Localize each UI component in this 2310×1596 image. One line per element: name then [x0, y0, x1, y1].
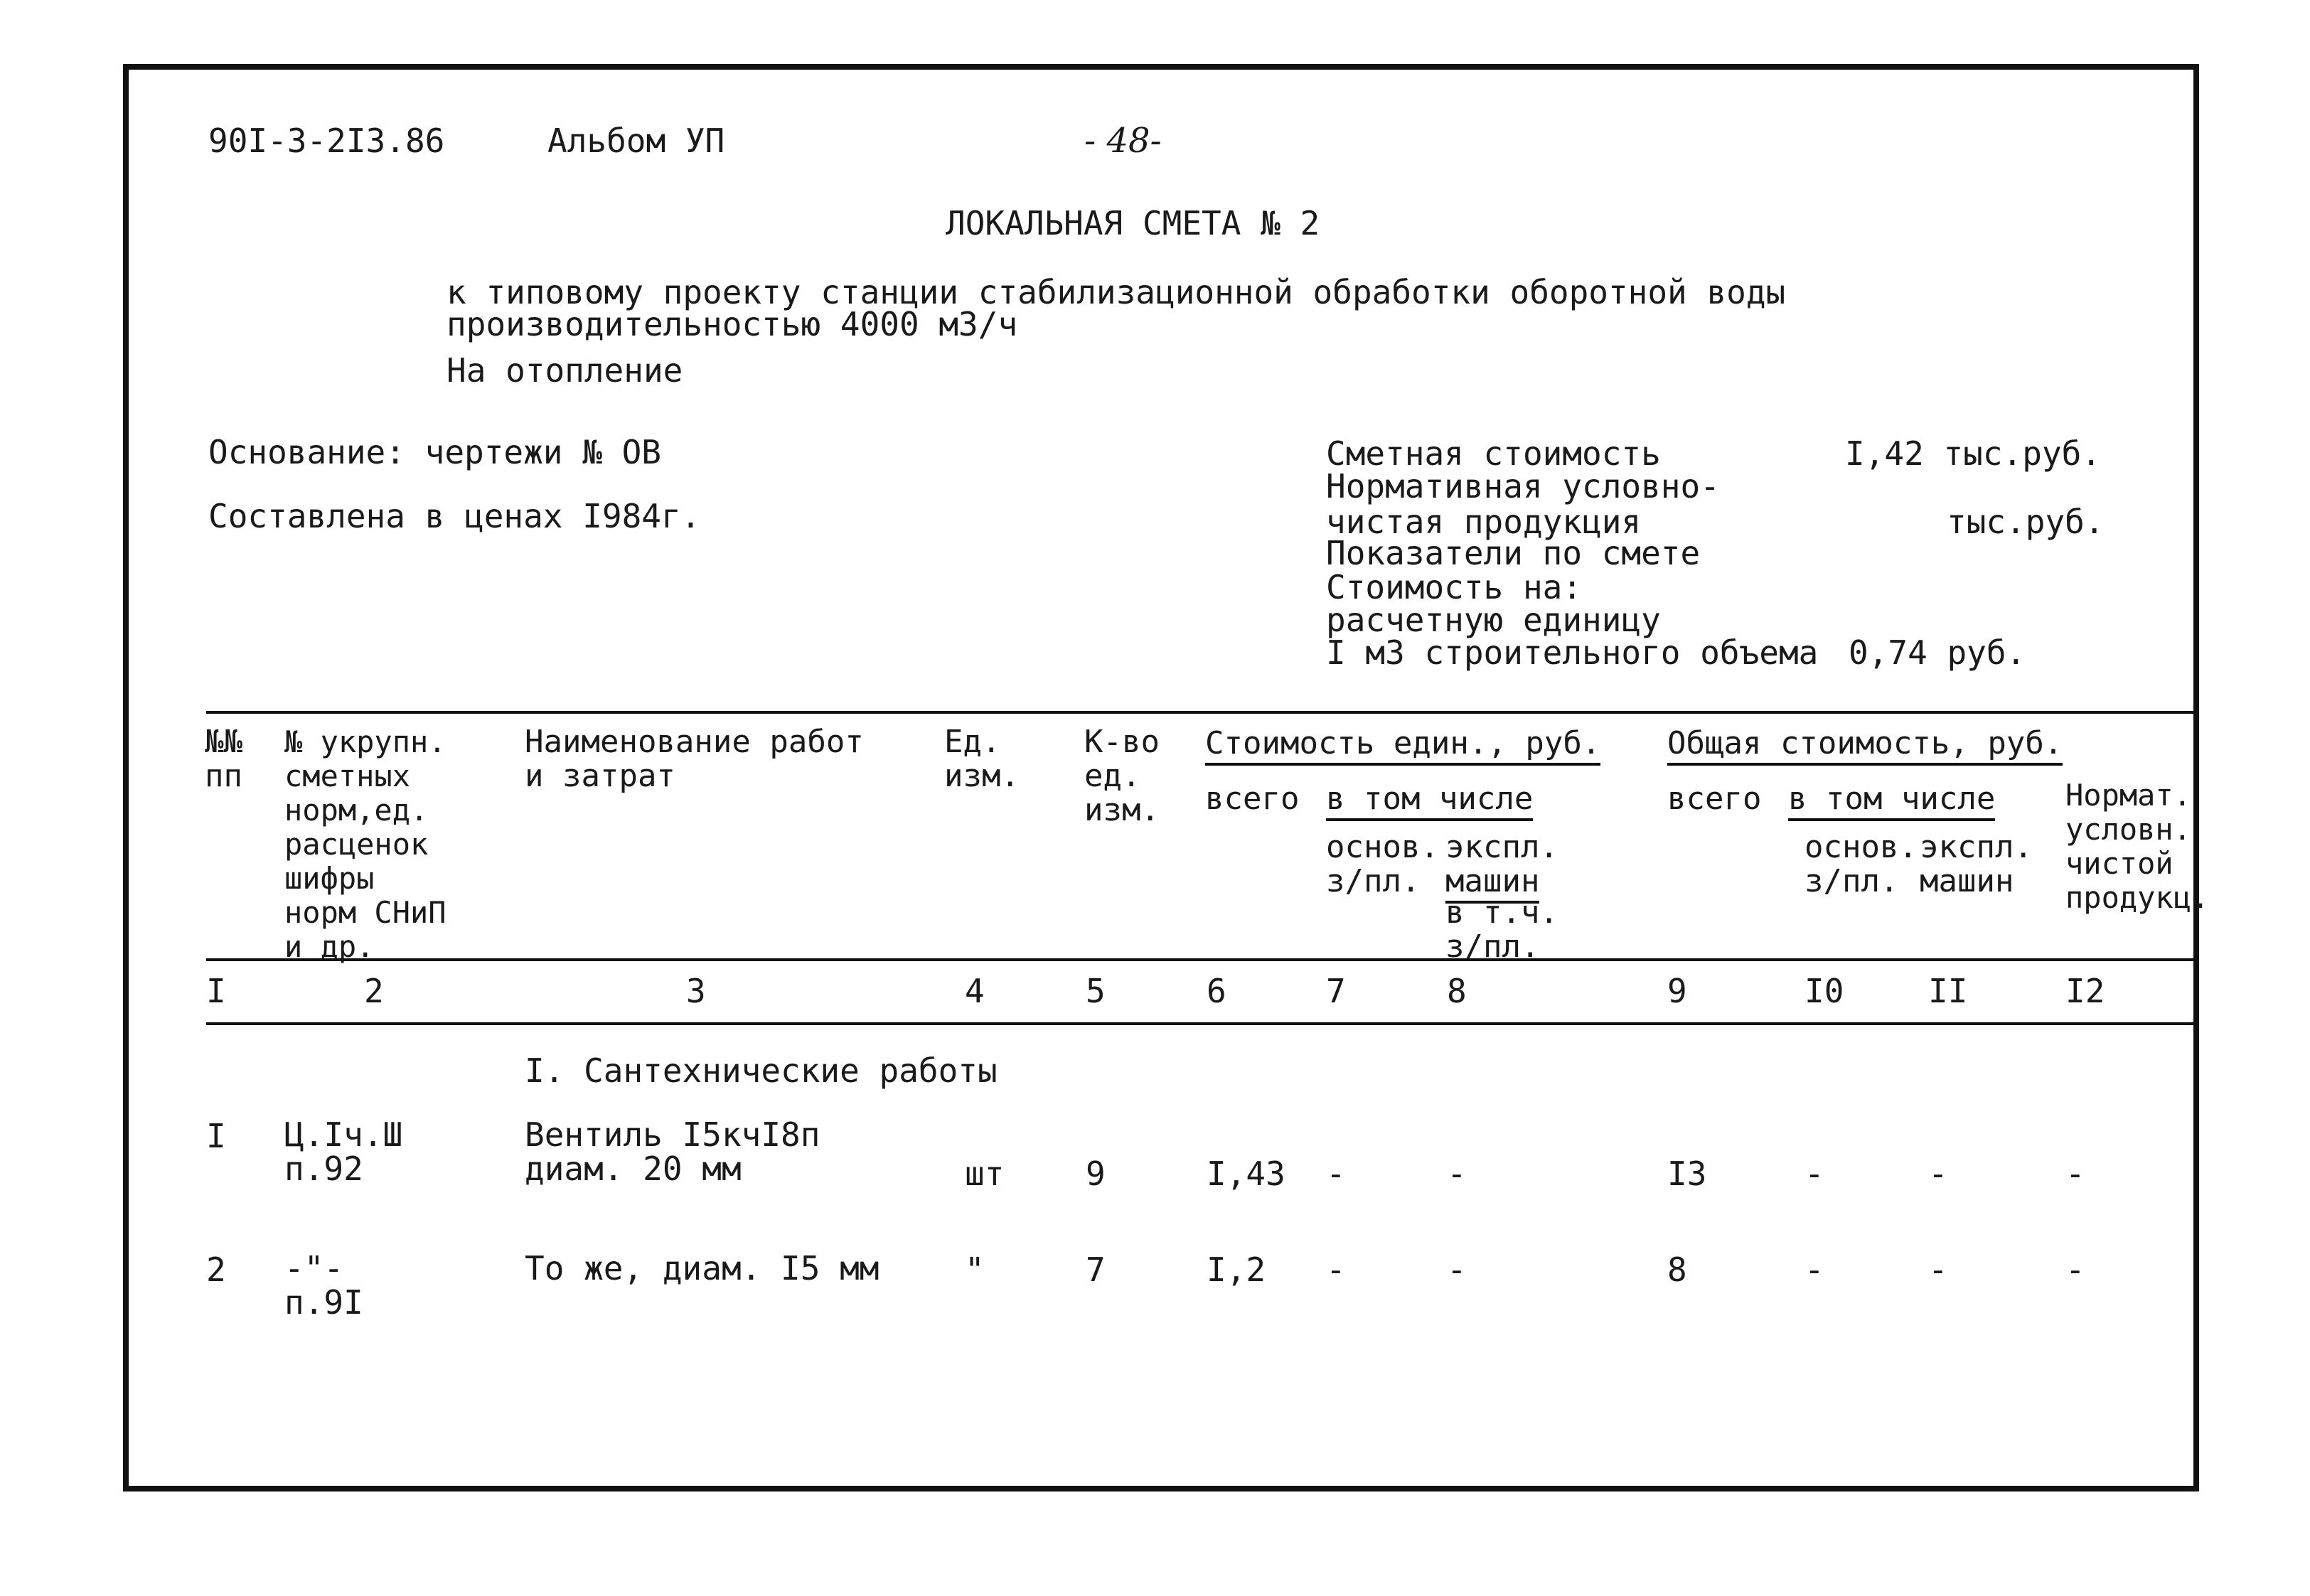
section-title: I. Сантехнические работы: [525, 1051, 998, 1090]
normative-label-1: Нормативная условно-: [1326, 467, 1720, 505]
normative-value: тыс.руб.: [1947, 503, 2105, 541]
colnum-1: I: [206, 972, 226, 1010]
row-1-no: I: [206, 1117, 226, 1155]
header-total-basic-wage: основ. з/пл.: [1804, 829, 1918, 899]
row-1-unit: шт: [965, 1155, 1005, 1193]
estimate-cost-value: I,42 тыс.руб.: [1845, 434, 2102, 473]
row-1-qty: 9: [1086, 1155, 1106, 1193]
header-total-including: в том числе: [1788, 782, 1995, 816]
header-total-machine: экспл. машин: [1920, 829, 2033, 899]
header-col-4: Ед. изм.: [944, 724, 1020, 794]
header-unit-including: в том числе: [1326, 782, 1533, 816]
header-total-cost-group: Общая стоимость, руб.: [1667, 727, 2063, 761]
row-2-unit-wage: -: [1326, 1250, 1346, 1289]
header-unit-cost-group: Стоимость един., руб.: [1205, 727, 1600, 761]
subtitle-line-3: На отопление: [447, 351, 683, 390]
colnum-6: 6: [1207, 972, 1226, 1010]
row-1-normative: -: [2065, 1155, 2085, 1193]
header-col-2: № укрупн. сметных норм,ед. расценок шифры норм СНиП и др.: [284, 724, 447, 964]
row-2-name: То же, диам. I5 мм: [525, 1249, 879, 1287]
row-2-unit: ": [965, 1250, 985, 1289]
row-1-unit-machine: -: [1447, 1155, 1467, 1193]
normative-label-2: чистая продукция: [1326, 503, 1642, 541]
colnum-7: 7: [1326, 972, 1346, 1010]
colnum-10: I0: [1804, 972, 1844, 1010]
header-col-5: К-во ед. изм.: [1084, 724, 1160, 828]
header-col-1: №№ пп: [205, 724, 242, 794]
row-2-total-machine: -: [1928, 1250, 1948, 1289]
header-unit-machine: экспл. машин: [1445, 830, 1558, 899]
header-unit-incl-wage: в т.ч. з/пл.: [1445, 894, 1558, 965]
header-unit-total: всего: [1205, 781, 1300, 817]
colnum-9: 9: [1667, 972, 1687, 1010]
estimate-cost-label: Сметная стоимость: [1326, 434, 1661, 473]
indicators-label: Показатели по смете: [1326, 534, 1701, 572]
row-1-unit-wage: -: [1326, 1155, 1346, 1193]
header-col-12: Нормат. условн. чистой продукц.: [2065, 778, 2210, 915]
cost-per-label: Стоимость на:: [1326, 568, 1583, 606]
row-2-no: 2: [206, 1250, 226, 1289]
header-col-3: Наименование работ и затрат: [525, 724, 864, 794]
colnum-12: I2: [2065, 972, 2105, 1010]
colnum-5: 5: [1086, 972, 1106, 1010]
page-number: - 48-: [1084, 121, 1162, 161]
basis-label: Основание: чертежи № ОВ: [208, 433, 661, 471]
row-2-qty: 7: [1086, 1250, 1106, 1289]
colnum-4: 4: [965, 972, 985, 1010]
row-2-unit-total: I,2: [1207, 1250, 1266, 1289]
header-total-total: всего: [1667, 781, 1762, 817]
subtitle-line-1: к типовому проекту станции стабилизационной обработки оборотной воды: [447, 273, 1786, 311]
document-title: ЛОКАЛЬНАЯ СМЕТА № 2: [946, 204, 1320, 242]
prices-label: Составлена в ценах I984г.: [208, 497, 701, 535]
row-1-total: I3: [1667, 1155, 1707, 1193]
row-1-code: Ц.Iч.Ш п.92: [284, 1115, 403, 1188]
row-2-code: -"- п.9I: [284, 1249, 363, 1322]
project-code: 90I-3-2I3.86: [208, 122, 445, 160]
table-top-rule: [206, 711, 2197, 714]
row-2-normative: -: [2065, 1250, 2085, 1289]
row-2-total: 8: [1667, 1250, 1687, 1289]
row-2-total-wage: -: [1804, 1250, 1824, 1289]
row-2-unit-machine: -: [1447, 1250, 1467, 1289]
volume-label: I м3 строительного объема: [1326, 633, 1819, 672]
colnum-3: 3: [686, 972, 706, 1010]
volume-value: 0,74 руб.: [1849, 633, 2026, 672]
header-bottom-rule: [206, 958, 2193, 961]
row-1-unit-total: I,43: [1207, 1155, 1285, 1193]
unit-label: расчетную единицу: [1326, 601, 1661, 639]
subtitle-line-2: производительностью 4000 м3/ч: [447, 305, 1018, 343]
colnum-11: II: [1928, 972, 1968, 1010]
row-1-total-wage: -: [1804, 1155, 1824, 1193]
header-unit-basic-wage: основ. з/пл.: [1326, 829, 1439, 899]
colnum-8: 8: [1447, 972, 1467, 1010]
row-1-name: Вентиль I5кчI8п диам. 20 мм: [525, 1115, 820, 1188]
colnum-2: 2: [364, 972, 384, 1010]
colnum-bottom-rule: [206, 1022, 2193, 1025]
album-label: Альбом УП: [547, 122, 725, 160]
row-1-total-machine: -: [1928, 1155, 1948, 1193]
